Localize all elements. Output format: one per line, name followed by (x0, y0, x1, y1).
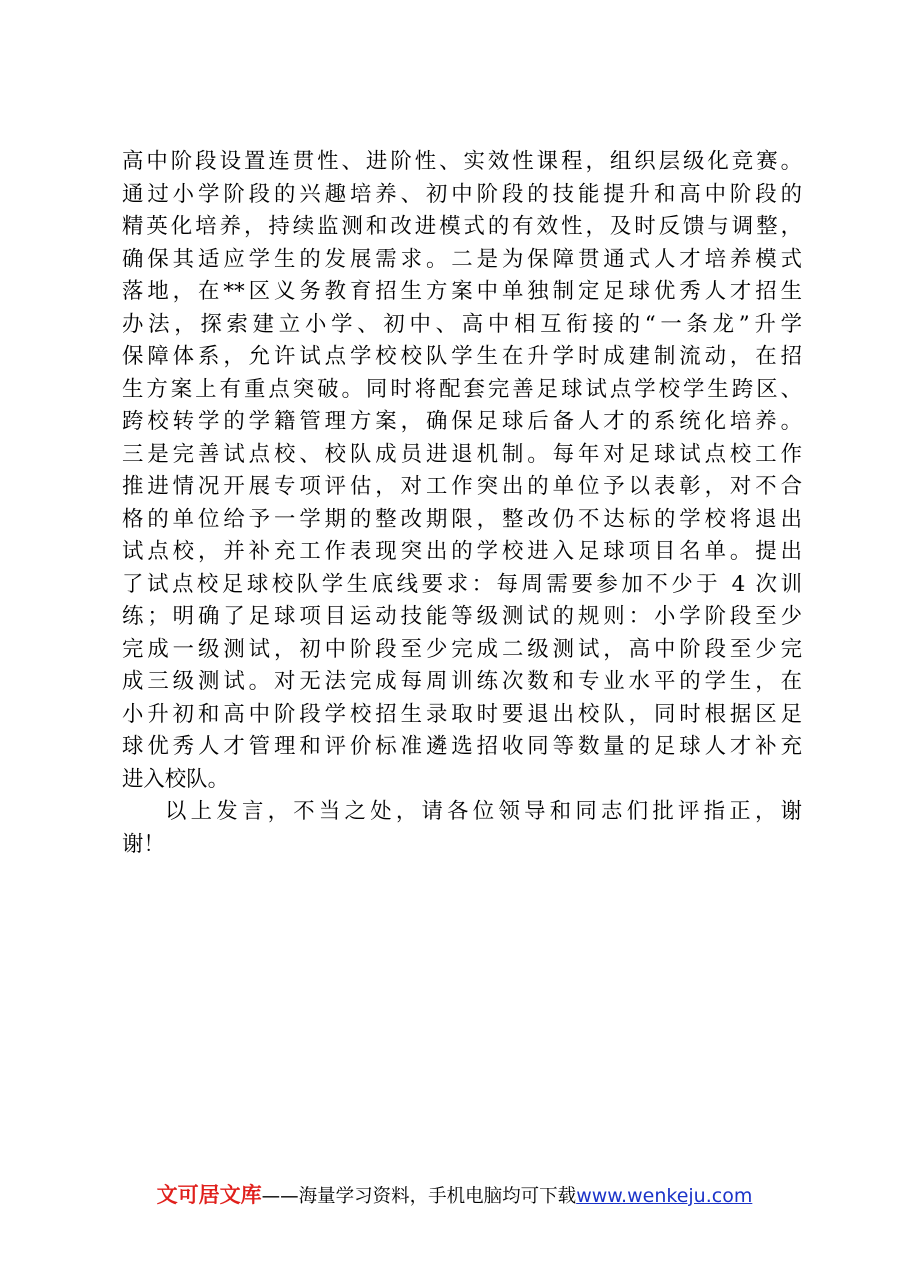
text-line: 练；明确了足球项目运动技能等级测试的规则：小学阶段至少 (122, 604, 802, 629)
footer-brand: 文可居文库 (156, 1183, 262, 1207)
text-line: 球优秀人才管理和评价标准遴选招收同等数量的足球人才补充 (122, 734, 802, 759)
text-line: 推进情况开展专项评估，对工作突出的单位予以表彰，对不合 (122, 474, 802, 499)
text-line: 办法，探索建立小学、初中、高中相互衔接的“一条龙”升学 (122, 311, 802, 337)
text-line: 格的单位给予一学期的整改期限，整改仍不达标的学校将退出 (122, 506, 802, 532)
text-line: 成三级测试。对无法完成每周训练次数和专业水平的学生，在 (122, 669, 802, 694)
text-line: 跨校转学的学籍管理方案，确保足球后备人才的系统化培养。 (122, 409, 802, 434)
paragraph-2 (122, 796, 802, 861)
document-body (122, 146, 802, 861)
text-line: 保障体系，允许试点学校校队学生在升学时成建制流动，在招 (122, 344, 802, 369)
footer-description: ——海量学习资料，手机电脑均可下载 (261, 1186, 577, 1207)
text-line: 落地，在**区义务教育招生方案中单独制定足球优秀人才招生 (122, 279, 802, 304)
text-line: 高中阶段设置连贯性、进阶性、实效性课程，组织层级化竞赛。 (122, 149, 802, 174)
text-line: 进入校队。 (122, 766, 229, 792)
text-line: 通过小学阶段的兴趣培养、初中阶段的技能提升和高中阶段的 (122, 181, 802, 207)
text-line: 精英化培养，持续监测和改进模式的有效性，及时反馈与调整， (122, 214, 802, 239)
text-line: 谢！ (122, 831, 165, 857)
text-line: 完成一级测试，初中阶段至少完成二级测试，高中阶段至少完 (122, 636, 802, 662)
footer-banner (0, 1183, 909, 1209)
text-line: 了试点校足球校队学生底线要求：每周需要参加不少于 4 次训 (122, 571, 802, 597)
text-line: 三是完善试点校、校队成员进退机制。每年对足球试点校工作 (122, 441, 802, 467)
text-line: 确保其适应学生的发展需求。二是为保障贯通式人才培养模式 (122, 246, 802, 272)
paragraph-1 (122, 146, 802, 796)
text-line: 小升初和高中阶段学校招生录取时要退出校队，同时根据区足 (122, 701, 802, 727)
text-line: 试点校，并补充工作表现突出的学校进入足球项目名单。提出 (122, 539, 802, 564)
text-line: 生方案上有重点突破。同时将配套完善足球试点学校学生跨区、 (122, 376, 802, 402)
text-line: 以上发言，不当之处，请各位领导和同志们批评指正，谢 (165, 799, 802, 824)
footer-link[interactable]: www.wenkeju.com (576, 1185, 753, 1207)
